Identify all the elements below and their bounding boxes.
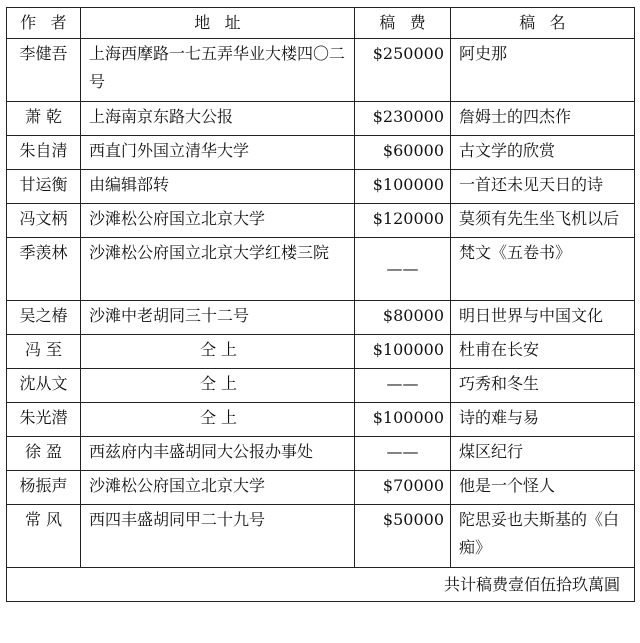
header-author: 作者: [7, 8, 81, 39]
table-row: [7, 437, 635, 471]
author-cell: 沈从文: [7, 369, 81, 403]
address-cell: 沙滩松公府国立北京大学: [81, 471, 355, 505]
author-cell: 季羡林: [7, 238, 81, 301]
address-cell: 仝 上: [81, 335, 355, 369]
title-cell: 明日世界与中国文化: [451, 301, 635, 335]
table-row: [7, 471, 635, 505]
fee-cell: $100000: [355, 170, 451, 204]
header-fee: 稿费: [355, 8, 451, 39]
fee-cell: $120000: [355, 204, 451, 238]
table-row: [7, 301, 635, 335]
fee-cell: $60000: [355, 136, 451, 170]
address-cell: 西兹府内丰盛胡同大公报办事处: [81, 437, 355, 471]
manuscript-fee-table: [6, 7, 635, 602]
fee-cell: $80000: [355, 301, 451, 335]
author-cell: 甘运衡: [7, 170, 81, 204]
author-cell: 萧 乾: [7, 102, 81, 136]
author-cell: 李健吾: [7, 39, 81, 102]
table-row: [7, 505, 635, 568]
table-row: [7, 170, 635, 204]
address-cell: 西四丰盛胡同甲二十九号: [81, 505, 355, 568]
header-title: 稿名: [451, 8, 635, 39]
title-cell: 莫须有先生坐飞机以后: [451, 204, 635, 238]
author-cell: 冯文柄: [7, 204, 81, 238]
author-cell: 吴之椿: [7, 301, 81, 335]
title-cell: 杜甫在长安: [451, 335, 635, 369]
title-cell: 巧秀和冬生: [451, 369, 635, 403]
table-row: [7, 102, 635, 136]
author-cell: 朱光潜: [7, 403, 81, 437]
table-row: [7, 204, 635, 238]
fee-cell: $250000: [355, 39, 451, 102]
title-cell: 煤区纪行: [451, 437, 635, 471]
table-row: [7, 369, 635, 403]
fee-cell: $50000: [355, 505, 451, 568]
fee-cell: $100000: [355, 403, 451, 437]
table-row: [7, 403, 635, 437]
address-cell: 仝 上: [81, 369, 355, 403]
title-cell: 一首还未见天日的诗: [451, 170, 635, 204]
fee-cell: ——: [355, 238, 451, 301]
address-cell: 沙滩松公府国立北京大学: [81, 204, 355, 238]
title-cell: 诗的难与易: [451, 403, 635, 437]
table-row: [7, 39, 635, 102]
author-cell: 徐 盈: [7, 437, 81, 471]
title-cell: 阿史那: [451, 39, 635, 102]
address-cell: 沙滩中老胡同三十二号: [81, 301, 355, 335]
fee-cell: $230000: [355, 102, 451, 136]
table-row: [7, 238, 635, 301]
author-cell: 常 风: [7, 505, 81, 568]
fee-cell: ——: [355, 437, 451, 471]
table-row: [7, 136, 635, 170]
header-address: 地址: [81, 8, 355, 39]
address-cell: 上海西摩路一七五弄华业大楼四〇二号: [81, 39, 355, 102]
fee-cell: $70000: [355, 471, 451, 505]
header-row: [7, 8, 635, 39]
table-row: [7, 335, 635, 369]
title-cell: 古文学的欣赏: [451, 136, 635, 170]
address-cell: 西直门外国立清华大学: [81, 136, 355, 170]
address-cell: 沙滩松公府国立北京大学红楼三院: [81, 238, 355, 301]
author-cell: 朱自清: [7, 136, 81, 170]
fee-cell: ——: [355, 369, 451, 403]
title-cell: 陀思妥也夫斯基的《白痴》: [451, 505, 635, 568]
address-cell: 由编辑部转: [81, 170, 355, 204]
total-fee: 共计稿费壹佰伍拾玖萬圓: [7, 568, 635, 602]
fee-cell: $100000: [355, 335, 451, 369]
total-row: [7, 568, 635, 602]
author-cell: 冯 至: [7, 335, 81, 369]
title-cell: 詹姆士的四杰作: [451, 102, 635, 136]
title-cell: 梵文《五卷书》: [451, 238, 635, 301]
address-cell: 上海南京东路大公报: [81, 102, 355, 136]
address-cell: 仝 上: [81, 403, 355, 437]
author-cell: 杨振声: [7, 471, 81, 505]
title-cell: 他是一个怪人: [451, 471, 635, 505]
